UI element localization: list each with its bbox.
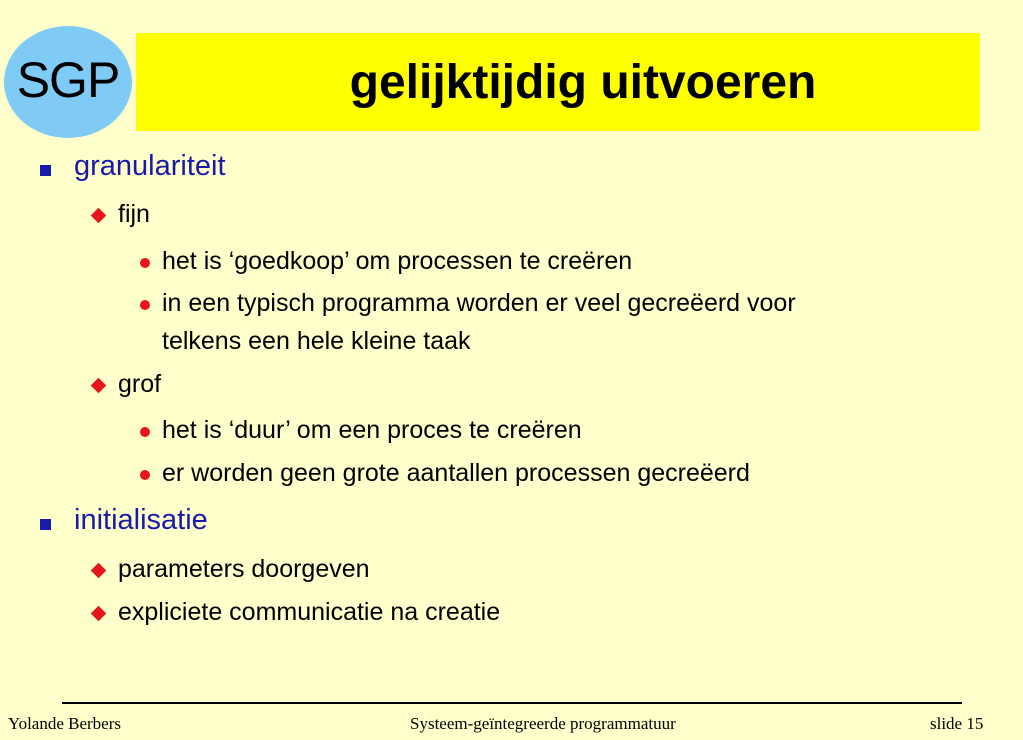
diamond-bullet-icon	[91, 378, 107, 394]
bullet-granulariteit: granulariteit	[74, 150, 226, 182]
diamond-bullet-icon	[91, 606, 107, 622]
footer-slide-number: slide 15	[930, 714, 984, 733]
dot-bullet-icon	[140, 470, 150, 480]
title-box	[136, 33, 980, 131]
bullet-initialisatie: initialisatie	[74, 504, 208, 536]
dot-bullet-icon	[140, 258, 150, 268]
bullet-grof-point2: er worden geen grote aantallen processen gecreëerd	[162, 459, 750, 487]
logo-text: SGP	[16, 52, 120, 108]
bullet-fijn-point1: het is ‘goedkoop’ om processen te creëren	[162, 247, 633, 275]
square-bullet-icon	[40, 519, 51, 530]
sgp-logo	[4, 26, 132, 138]
dot-bullet-icon	[140, 427, 150, 437]
dot-bullet-icon	[140, 300, 150, 310]
footer-divider	[62, 702, 962, 704]
bullet-fijn-point2-line1: in een typisch programma worden er veel gecreëerd voor	[162, 289, 796, 317]
square-bullet-icon	[40, 165, 51, 176]
slide-title: gelijktijdig uitvoeren	[349, 55, 817, 109]
bullet-grof-point1: het is ‘duur’ om een proces te creëren	[162, 416, 582, 444]
bullet-fijn-point2-line2: telkens een hele kleine taak	[162, 327, 471, 355]
diamond-bullet-icon	[91, 563, 107, 579]
footer-course: Systeem-geïntegreerde programmatuur	[410, 714, 676, 733]
bullet-grof: grof	[118, 370, 162, 398]
bullet-initialisatie-item2: expliciete communicatie na creatie	[118, 598, 501, 626]
bullet-initialisatie-item1: parameters doorgeven	[118, 555, 370, 583]
footer-author: Yolande Berbers	[8, 714, 122, 733]
bullet-fijn: fijn	[118, 200, 150, 228]
diamond-bullet-icon	[91, 208, 107, 224]
